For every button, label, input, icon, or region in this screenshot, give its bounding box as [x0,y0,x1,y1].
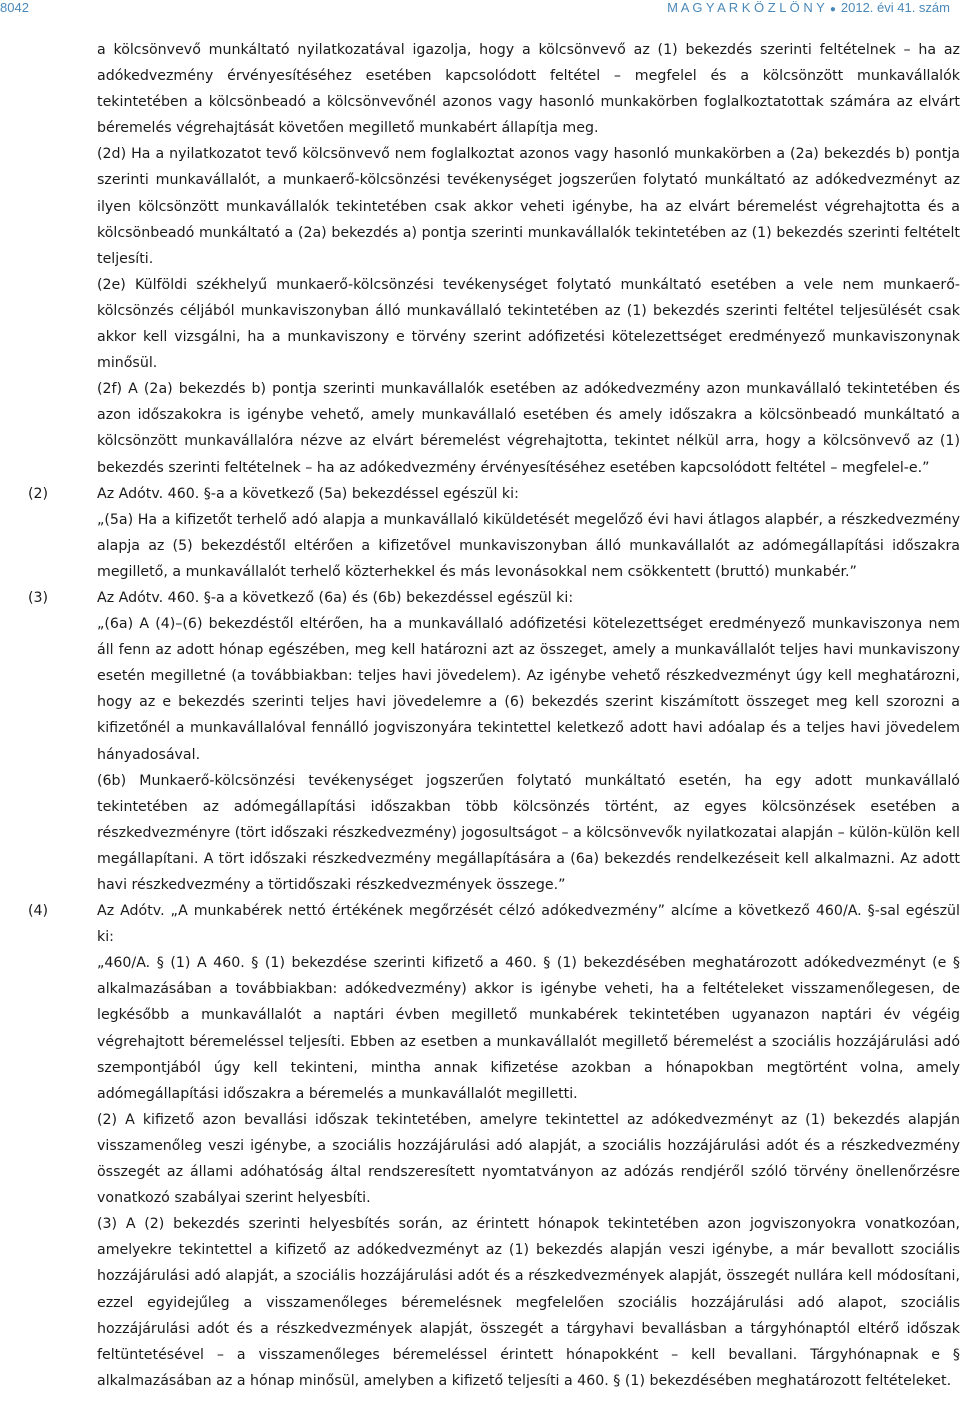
paragraph-6b: (6b) Munkaerő-kölcsönzési tevékenységet jogszerűen folytató munkáltató esetén, ha egy adott munkavállaló tekintetében az adómegállapítási időszakban több kölcsönzés történt, az egyes kölcsönzések esetében a részkedvezményre (tört időszaki részkedvezmény) jogosultságot – a kölcsönvevők nyilatkozatai alapján – külön-külön kell megállapítani. A tört időszaki részkedvezmény megállapítására a (6a) bekezdés rendelkezéseit kell alkalmazni. Az adott havi részkedvezmény a törtidőszaki részkedvezmények összege.” [97,772,960,893]
section-number: (4) [28,903,49,920]
paragraph-5a: „(5a) Ha a kifizetőt terhelő adó alapja a munkavállaló kiküldetését megelőző évi havi átlagos alapbér, a részkedvezmény alapja az (5) bekezdéstől eltérően a kifizetővel munkaviszonyban álló munkavállalót az adómegállapítási időszakra megillető, a munkavállalót terhelő közterhekkel és más levonásokkal nem csökkentett (bruttó) munkabér.” [97,511,960,580]
section-2 [0,481,960,507]
paragraph-2e: (2e) Külföldi székhelyű munkaerő-kölcsönzési tevékenységet folytató munkáltató esetében a vele nem munkaerő-kölcsönzés céljából munkaviszonyban álló munkavállaló tekintetében az (1) bekezdés szerinti feltétel teljesülését csak akkor kell vizsgálni, ha a munkaviszony e törvény szerint adófizetési kötelezettséget eredményező munkaviszonynak minősül. [97,276,960,372]
section-4 [0,898,960,950]
section-number: (3) [28,589,49,606]
page-number: 8042 [0,0,29,15]
paragraph-460a-1: „460/A. § (1) A 460. § (1) bekezdése szerinti kifizető a 460. § (1) bekezdésében meghatározott adókedvezményt (e § alkalmazásában a továbbiakban: adókedvezmény) akkor is igénybe veheti, ha a feltételeket visszamenőlegesen, de legkésőbb a munkavállalót a naptári évben megillető munkabérek tekintetében ugyanazon naptári év végéig végrehajtott béremeléssel teljesíti. Ebben az esetben a munkavállalót megillető béremelést a szociális hozzájárulási adó szempontjából úgy kell tekinteni, mintha annak kifizetése azokban a hónapokban megtörtént volna, amely adómegállapítási időszakra a béremelés a munkavállalót megilletti. [97,955,960,1102]
section-2-quote [0,507,960,585]
page-header [0,0,960,20]
paragraph-intro: a kölcsönvevő munkáltató nyilatkozatával igazolja, hogy a kölcsönvevő az (1) bekezdés szerinti feltételnek – ha az adókedvezmény érvényesítéséhez esetében kapcsolódott feltétel – megfelel és a kölcsönzött munkavállalók tekintetében a kölcsönbeadó a kölcsönvevőnél azonos vagy hasonló munkakörben foglalkoztatottak számára az elvárt béremelés végrehajtását követően megillető munkabért állapítja meg. [97,42,960,137]
section-2c-continuation [0,37,960,481]
section-4-quote [0,950,960,1394]
journal-title [667,0,950,15]
issue-label: 2012. évi 41. szám [840,0,950,15]
paragraph-460a-2: (2) A kifizető azon bevallási időszak tekintetében, amelyre tekintettel az adókedvezményt az (1) bekezdés alapján visszamenőleg veszi igénybe, a szociális hozzájárulási adó alapját, a szociális hozzájárulási adót és a részkedvezmény összegét az állami adóhatóság által rendszeresített nyomtatványon az adózás rendjéről szóló törvény önellenőrzésre vonatkozó szabályai szerint helyesbíti. [97,1111,960,1207]
section-3 [0,585,960,611]
paragraph-460a-3: (3) A (2) bekezdés szerinti helyesbítés során, az érintett hónapok tekintetében azon jogviszonyokra vonatkozóan, amelyekre tekintettel a kifizető az adókedvezményt az (1) bekezdés alapján veszi igénybe, a már bevallott szociális hozzájárulási adó alapját, a szociális hozzájárulási adót és a részkedvezmények alapját, összegét nullára kell módosítani, ezzel egyidejűleg a visszamenőleges béremelésnek megfelelően szociális hozzájárulási adó alapot, szociális hozzájárulási adót és a részkedvezmények alapját, összegét a tárgyhavi bevallásban a tárgyhónaptól eltérő időszak feltüntetésével – a visszamenőleges béremeléssel érintett hónapokként – kell bevallani. Tárgyhónapnak e § alkalmazásában az a hónap minősül, amelyben a kifizető teljesíti a 460. § (1) bekezdésében meghatározott feltételeket. [97,1216,960,1389]
separator-bullet-icon: ● [829,4,836,15]
paragraph-2f: (2f) A (2a) bekezdés b) pontja szerinti munkavállalók esetében az adókedvezmény azon munkavállaló tekintetében és azon időszakokra is igénybe vehető, amely munkavállaló esetében és amely időszakra a kölcsönbeadó munkáltató a kölcsönzött munkavállalóra nézve az elvárt béremelést végrehajtotta, tekintet nélkül arra, hogy a kölcsönvevő az (1) bekezdés szerinti feltételnek – ha az adókedvezmény érvényesítéséhez esetében kapcsolódott feltétel – megfelel-e.” [97,381,960,476]
document-body [0,37,960,1394]
section-text: Az Adótv. 460. §-a a következő (5a) bekezdéssel egészül ki: [97,485,519,502]
paragraph-6a: „(6a) A (4)–(6) bekezdéstől eltérően, ha a munkavállaló adófizetési kötelezettséget eredményező munkaviszonya nem áll fenn az adott hónap egészében, meg kell határozni azt az összeget, amely a munkavállalót teljes havi munkaviszony esetén megilletné (a továbbiakban: teljes havi jövedelem). Az igénybe vehető részkedvezményt úgy kell meghatározni, hogy az e bekezdés szerinti teljes havi jövedelemre a (6) bekezdés szerint kiszámított összeget meg kell szorozni a kifizetőnél a munkavállalóval fennálló jogviszonyára tekintettel keletkező adott havi adóalap és a teljes havi jövedelem hányadosával. [97,616,960,763]
section-3-quote [0,611,960,898]
section-text: Az Adótv. 460. §-a a következő (6a) és (6b) bekezdéssel egészül ki: [97,589,574,606]
paragraph-2d: (2d) Ha a nyilatkozatot tevő kölcsönvevő nem foglalkoztat azonos vagy hasonló munkakörben a (2a) bekezdés b) pontja szerinti munkavállalót, a munkaerő-kölcsönzési tevékenységet jogszerűen folytató munkáltató az adókedvezményt az ilyen kölcsönzött munkavállalók tekintetében csak akkor veheti igénybe, ha az elvárt béremelést végrehajtotta és a kölcsönbeadó munkáltató a (2a) bekezdés a) pontja szerinti munkavállalók tekintetében az (1) bekezdés szerinti feltételt teljesíti. [97,146,960,267]
section-number: (2) [28,485,49,502]
journal-name: M A G Y A R K Ö Z L Ö N Y [667,0,825,15]
section-text: Az Adótv. „A munkabérek nettó értékének megőrzését célzó adókedvezmény” alcíme a következő 460/A. §-sal egészül ki: [97,903,960,946]
